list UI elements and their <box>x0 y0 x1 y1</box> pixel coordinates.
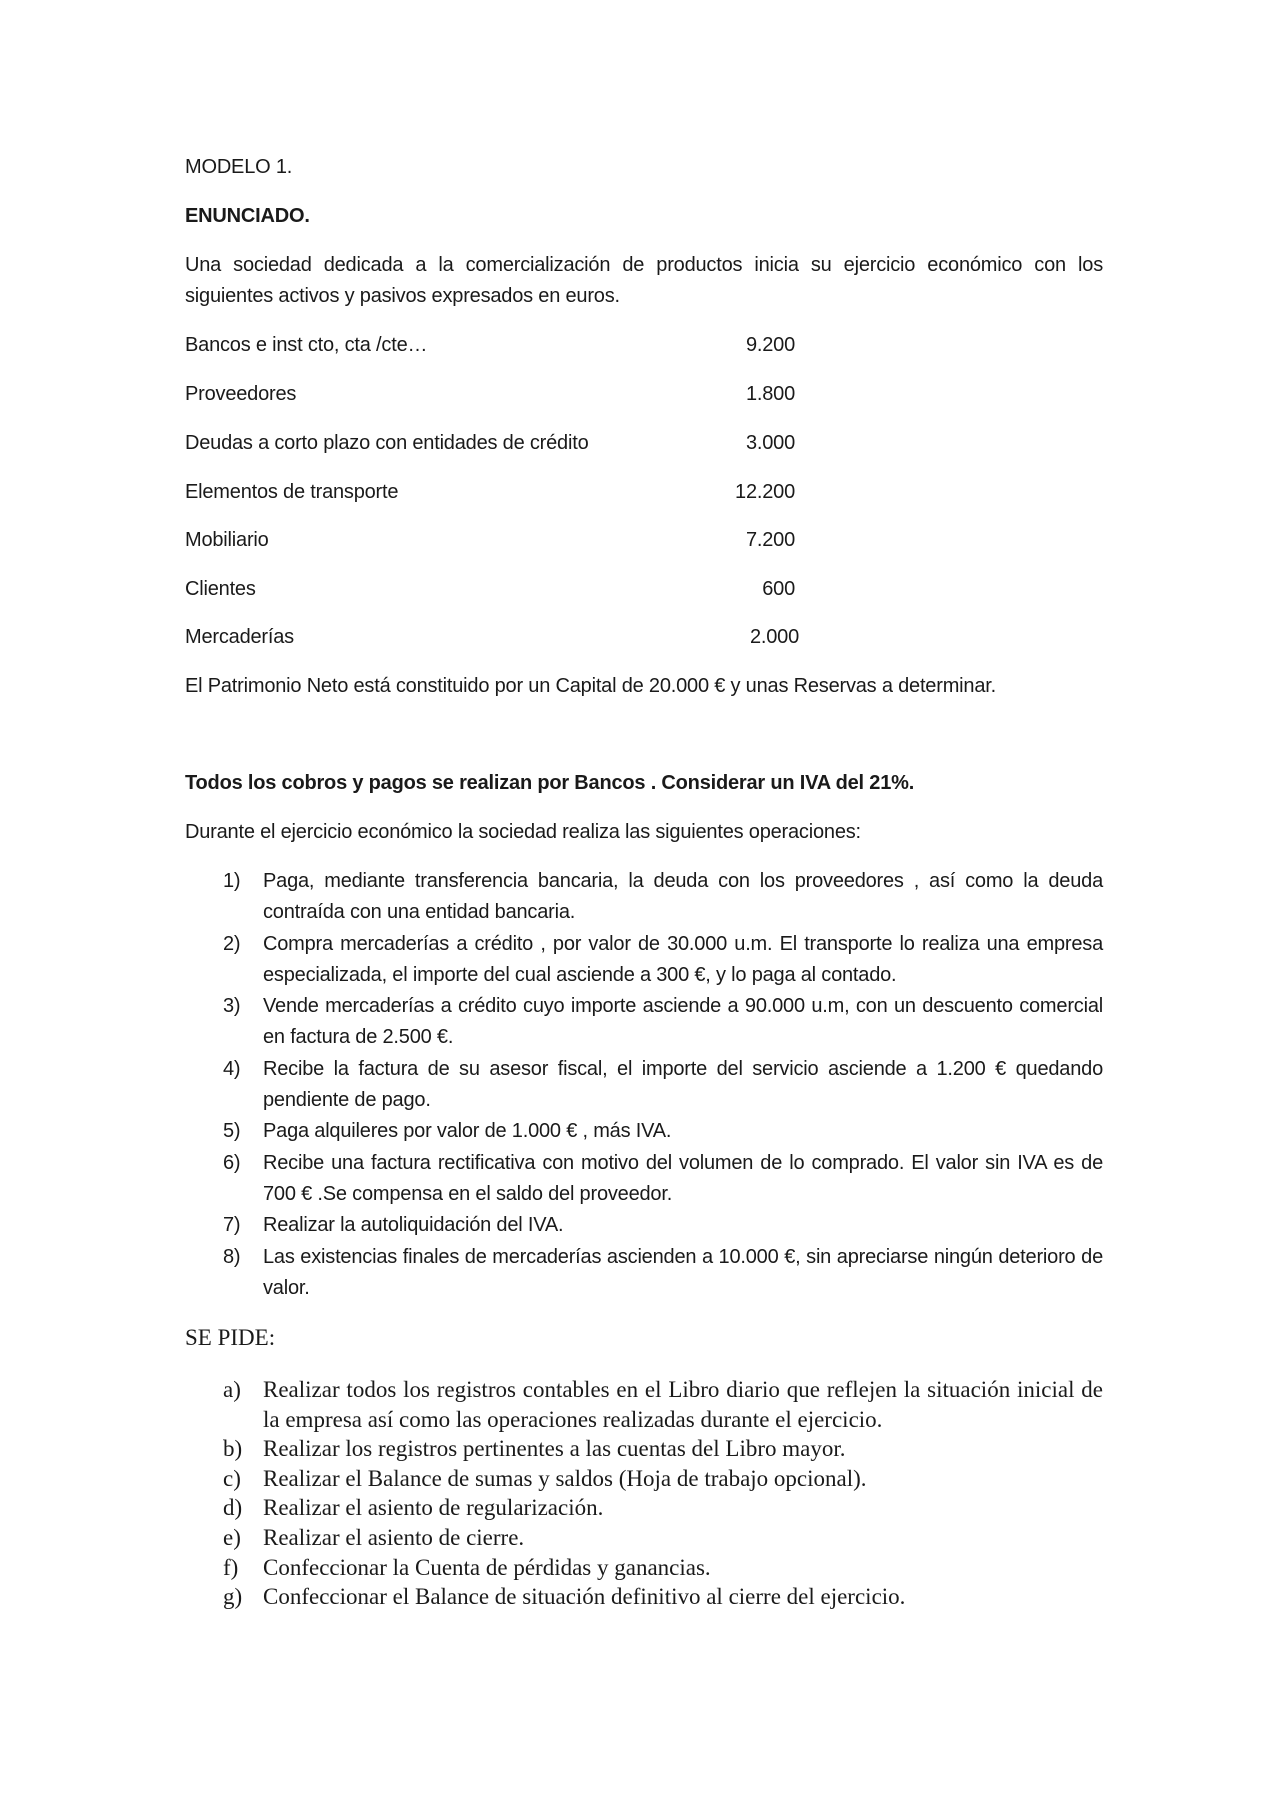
account-row <box>185 622 799 652</box>
operation-item <box>223 929 1103 992</box>
account-value: 1.800 <box>745 383 795 405</box>
account-value: 2.000 <box>749 626 799 648</box>
operations-intro: Durante el ejercicio económico la sociedad realiza las siguientes operaciones: <box>185 821 861 843</box>
operation-text: Recibe una factura rectificativa con motivo del volumen de lo comprado. El valor sin IVA es de 700 € .Se compensa en el saldo del proveedor. <box>263 1151 1103 1205</box>
operation-text: Paga alquileres por valor de 1.000 € , más IVA. <box>263 1120 672 1143</box>
requirement-text: Realizar el asiento de cierre. <box>263 1524 525 1550</box>
operation-number: 5) <box>223 1120 241 1143</box>
account-row <box>185 574 795 604</box>
account-row <box>185 330 795 360</box>
account-value: 9.200 <box>745 334 795 356</box>
operation-text: Las existencias finales de mercaderías ascienden a 10.000 €, sin apreciarse ningún deterioro de valor. <box>263 1245 1103 1299</box>
account-name: Clientes <box>185 578 256 600</box>
requirements-heading: SE PIDE: <box>185 1325 276 1350</box>
section-heading: ENUNCIADO. <box>185 205 310 227</box>
operation-number: 1) <box>223 870 241 892</box>
operation-number: 7) <box>223 1214 241 1237</box>
requirement-item <box>223 1582 1103 1612</box>
requirement-letter: e) <box>223 1524 241 1550</box>
requirement-item <box>223 1464 1103 1494</box>
operation-text: Vende mercaderías a crédito cuyo importe asciende a 90.000 u.m, con un descuento comercial en factura de 2.500 €. <box>263 995 1103 1049</box>
account-value: 3.000 <box>745 432 795 454</box>
model-title: MODELO 1. <box>185 156 293 178</box>
account-row <box>185 525 795 555</box>
operation-item <box>223 1210 1103 1241</box>
requirement-text: Confeccionar el Balance de situación definitivo al cierre del ejercicio. <box>263 1584 906 1610</box>
account-name: Bancos e inst cto, cta /cte… <box>185 334 428 356</box>
operation-item <box>223 1054 1103 1117</box>
account-name: Deudas a corto plazo con entidades de crédito <box>185 432 589 454</box>
operation-item <box>223 866 1103 929</box>
account-value: 12.200 <box>735 481 795 503</box>
requirement-text: Realizar los registros pertinentes a las cuentas del Libro mayor. <box>263 1436 846 1462</box>
requirement-letter: c) <box>223 1465 241 1491</box>
operation-number: 2) <box>223 932 241 955</box>
account-row <box>185 379 795 409</box>
requirement-letter: d) <box>223 1495 243 1521</box>
account-value: 600 <box>762 578 795 600</box>
operation-number: 6) <box>223 1151 241 1174</box>
account-name: Elementos de transporte <box>185 481 399 503</box>
operations-list <box>223 866 1103 1304</box>
operation-item <box>223 1116 1103 1147</box>
requirements-list <box>223 1375 1103 1612</box>
requirement-letter: a) <box>223 1377 241 1402</box>
requirement-item <box>223 1523 1103 1553</box>
requirement-item <box>223 1434 1103 1464</box>
requirement-text: Realizar todos los registros contables en el Libro diario que reflejen la situación inicial de la empresa así como las operaciones realizadas durante el ejercicio. <box>263 1377 1103 1432</box>
operation-number: 8) <box>223 1245 241 1268</box>
requirement-text: Realizar el Balance de sumas y saldos (Hoja de trabajo opcional). <box>263 1465 867 1491</box>
requirement-letter: b) <box>223 1436 243 1462</box>
account-value: 7.200 <box>745 529 795 551</box>
account-name: Mobiliario <box>185 529 269 551</box>
operation-number: 3) <box>223 995 241 1018</box>
operation-item <box>223 1148 1103 1211</box>
operation-item <box>223 991 1103 1054</box>
account-name: Mercaderías <box>185 626 294 648</box>
operation-item <box>223 1242 1103 1305</box>
account-row <box>185 428 795 458</box>
requirement-letter: f) <box>223 1554 239 1580</box>
requirement-text: Realizar el asiento de regularización. <box>263 1495 604 1521</box>
operation-text: Compra mercaderías a crédito , por valor de 30.000 u.m. El transporte lo realiza una empresa especializada, el importe del cual asciende a 300 €, y lo paga al contado. <box>263 932 1103 986</box>
operation-text: Paga, mediante transferencia bancaria, la deuda con los proveedores , así como la deuda contraída con una entidad bancaria. <box>263 870 1103 924</box>
requirement-text: Confeccionar la Cuenta de pérdidas y ganancias. <box>263 1554 711 1580</box>
operation-number: 4) <box>223 1057 241 1080</box>
operation-text: Recibe la factura de su asesor fiscal, el importe del servicio asciende a 1.200 € quedando pendiente de pago. <box>263 1057 1103 1112</box>
requirement-letter: g) <box>223 1584 243 1610</box>
payment-note: Todos los cobros y pagos se realizan por Bancos . Considerar un IVA del 21%. <box>185 772 915 794</box>
operation-text: Realizar la autoliquidación del IVA. <box>263 1214 564 1237</box>
requirement-item <box>223 1493 1103 1523</box>
account-row <box>185 477 795 507</box>
requirement-item <box>223 1375 1103 1434</box>
equity-note: El Patrimonio Neto está constituido por un Capital de 20.000 € y unas Reservas a determinar. <box>185 675 996 697</box>
requirement-item <box>223 1553 1103 1583</box>
intro-paragraph: Una sociedad dedicada a la comercialización de productos inicia su ejercicio económico con los siguientes activos y pasivos expresados en euros. <box>185 254 1103 307</box>
account-name: Proveedores <box>185 383 297 405</box>
